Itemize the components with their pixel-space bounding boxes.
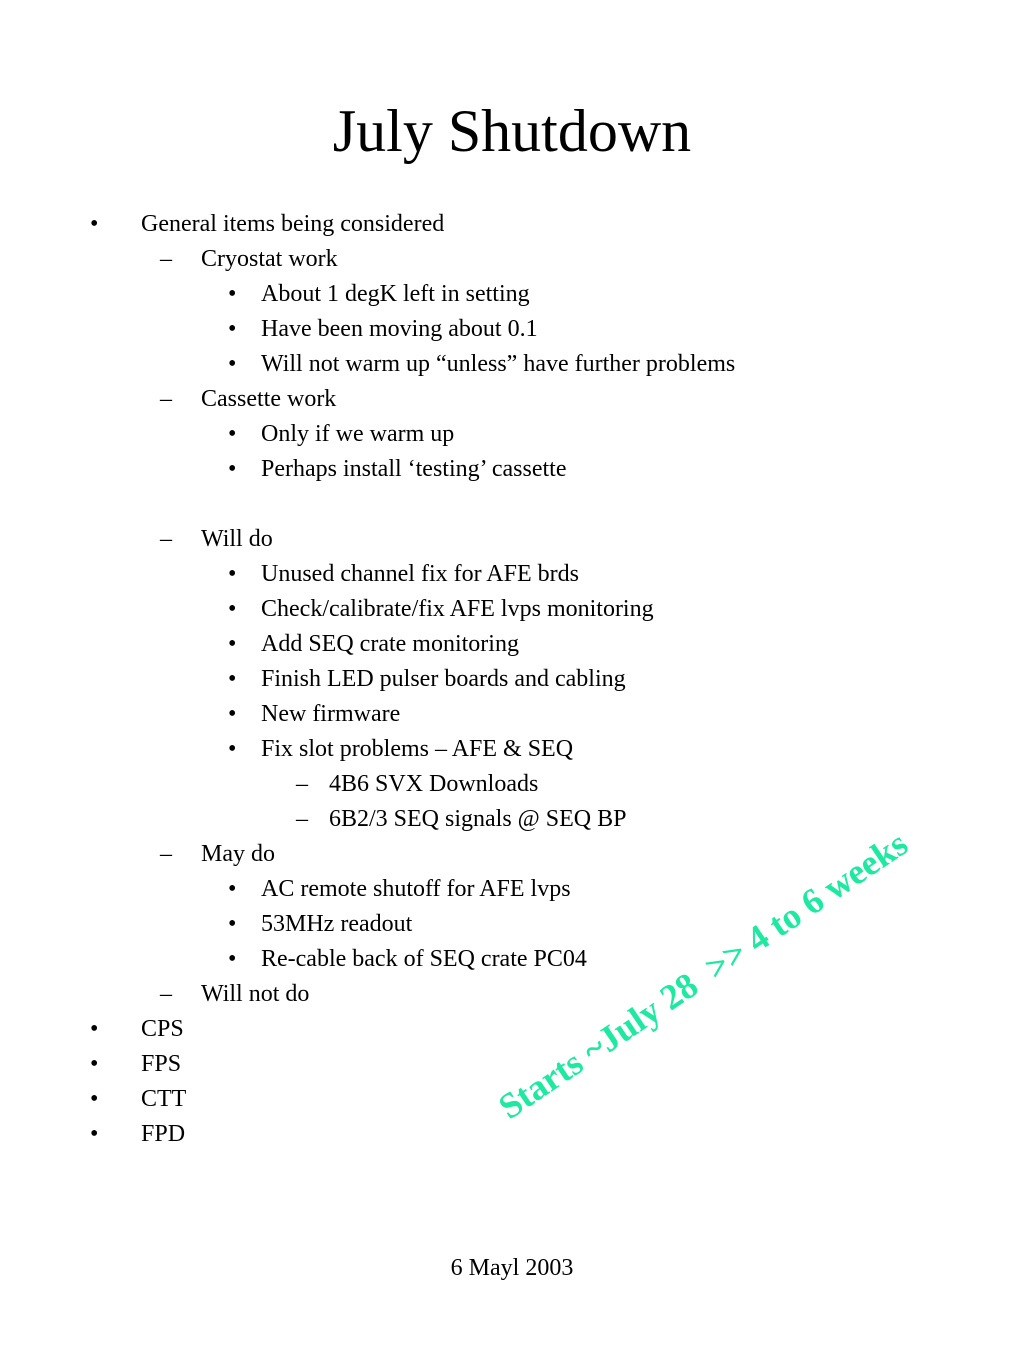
dash-marker: – <box>160 246 172 272</box>
outline-item-text: May do <box>201 841 275 867</box>
outline-item-level-3 <box>0 732 1024 767</box>
outline-item-text: FPD <box>141 1121 186 1147</box>
outline-item-text: Will not warm up “unless” have further problems <box>261 351 736 377</box>
dash-marker: – <box>160 386 172 412</box>
dash-marker: – <box>160 841 172 867</box>
outline-item-level-2 <box>0 382 1024 417</box>
bullet-marker: • <box>228 316 237 342</box>
outline-item-text: Cryostat work <box>201 246 338 272</box>
outline-item-text: Have been moving about 0.1 <box>261 316 538 342</box>
slide-title: July Shutdown <box>332 98 692 164</box>
outline-item-text: General items being considered <box>141 211 445 237</box>
outline-item-level-1 <box>0 1047 1024 1082</box>
outline-item-text: Perhaps install ‘testing’ cassette <box>261 456 567 482</box>
outline-item-level-3 <box>0 662 1024 697</box>
outline-item-level-2 <box>0 977 1024 1012</box>
slide-date-footer: 6 Mayl 2003 <box>450 1255 574 1281</box>
bullet-marker: • <box>90 211 99 237</box>
schedule-annotation: Starts ~July 28 >> 4 to 6 weeks <box>491 823 915 1127</box>
outline-item-level-2 <box>0 242 1024 277</box>
outline-item-level-1 <box>0 207 1024 242</box>
bullet-outline <box>0 207 1024 1152</box>
outline-item-level-3 <box>0 942 1024 977</box>
bullet-marker: • <box>228 911 237 937</box>
bullet-marker: • <box>90 1016 99 1042</box>
outline-item-text: CTT <box>141 1086 187 1112</box>
outline-item-text: CPS <box>141 1016 184 1042</box>
outline-item-text: Check/calibrate/fix AFE lvps monitoring <box>261 596 654 622</box>
bullet-marker: • <box>90 1086 99 1112</box>
dash-marker: – <box>296 806 308 832</box>
outline-item-level-1 <box>0 1012 1024 1047</box>
bullet-marker: • <box>228 736 237 762</box>
outline-item-text: Unused channel fix for AFE brds <box>261 561 579 587</box>
outline-item-level-2 <box>0 522 1024 557</box>
outline-item-text: Will do <box>201 526 273 552</box>
bullet-marker: • <box>228 701 237 727</box>
dash-marker: – <box>160 981 172 1007</box>
dash-marker: – <box>160 526 172 552</box>
bullet-marker: • <box>228 946 237 972</box>
outline-item-level-3 <box>0 417 1024 452</box>
outline-item-text: New firmware <box>261 701 401 727</box>
bullet-marker: • <box>90 1051 99 1077</box>
outline-item-text: Only if we warm up <box>261 421 455 447</box>
bullet-marker: • <box>228 876 237 902</box>
outline-item-level-3 <box>0 277 1024 312</box>
bullet-marker: • <box>228 281 237 307</box>
outline-item-level-4 <box>0 802 1024 837</box>
bullet-marker: • <box>228 666 237 692</box>
outline-item-level-3 <box>0 907 1024 942</box>
outline-item-text: 53MHz readout <box>261 911 413 937</box>
outline-item-text: Will not do <box>201 981 310 1007</box>
outline-item-level-3 <box>0 557 1024 592</box>
outline-item-level-3 <box>0 452 1024 487</box>
bullet-marker: • <box>90 1121 99 1147</box>
outline-item-level-3 <box>0 697 1024 732</box>
bullet-marker: • <box>228 421 237 447</box>
outline-item-level-3 <box>0 592 1024 627</box>
outline-item-text: FPS <box>141 1051 182 1077</box>
outline-item-text: Re-cable back of SEQ crate PC04 <box>261 946 587 972</box>
dash-marker: – <box>296 771 308 797</box>
outline-item-text: AC remote shutoff for AFE lvps <box>261 876 571 902</box>
bullet-marker: • <box>228 631 237 657</box>
blank-row <box>0 487 1024 522</box>
bullet-marker: • <box>228 596 237 622</box>
outline-item-level-4 <box>0 767 1024 802</box>
outline-item-text: 4B6 SVX Downloads <box>329 771 539 797</box>
outline-item-level-3 <box>0 347 1024 382</box>
bullet-marker: • <box>228 456 237 482</box>
outline-item-level-3 <box>0 627 1024 662</box>
outline-item-text: Fix slot problems – AFE & SEQ <box>261 736 574 762</box>
outline-item-text: 6B2/3 SEQ signals @ SEQ BP <box>329 806 627 832</box>
outline-item-level-3 <box>0 312 1024 347</box>
bullet-marker: • <box>228 351 237 377</box>
outline-item-text: Add SEQ crate monitoring <box>261 631 519 657</box>
outline-item-text: Finish LED pulser boards and cabling <box>261 666 626 692</box>
outline-item-text: Cassette work <box>201 386 337 412</box>
bullet-marker: • <box>228 561 237 587</box>
outline-item-text: About 1 degK left in setting <box>261 281 530 307</box>
